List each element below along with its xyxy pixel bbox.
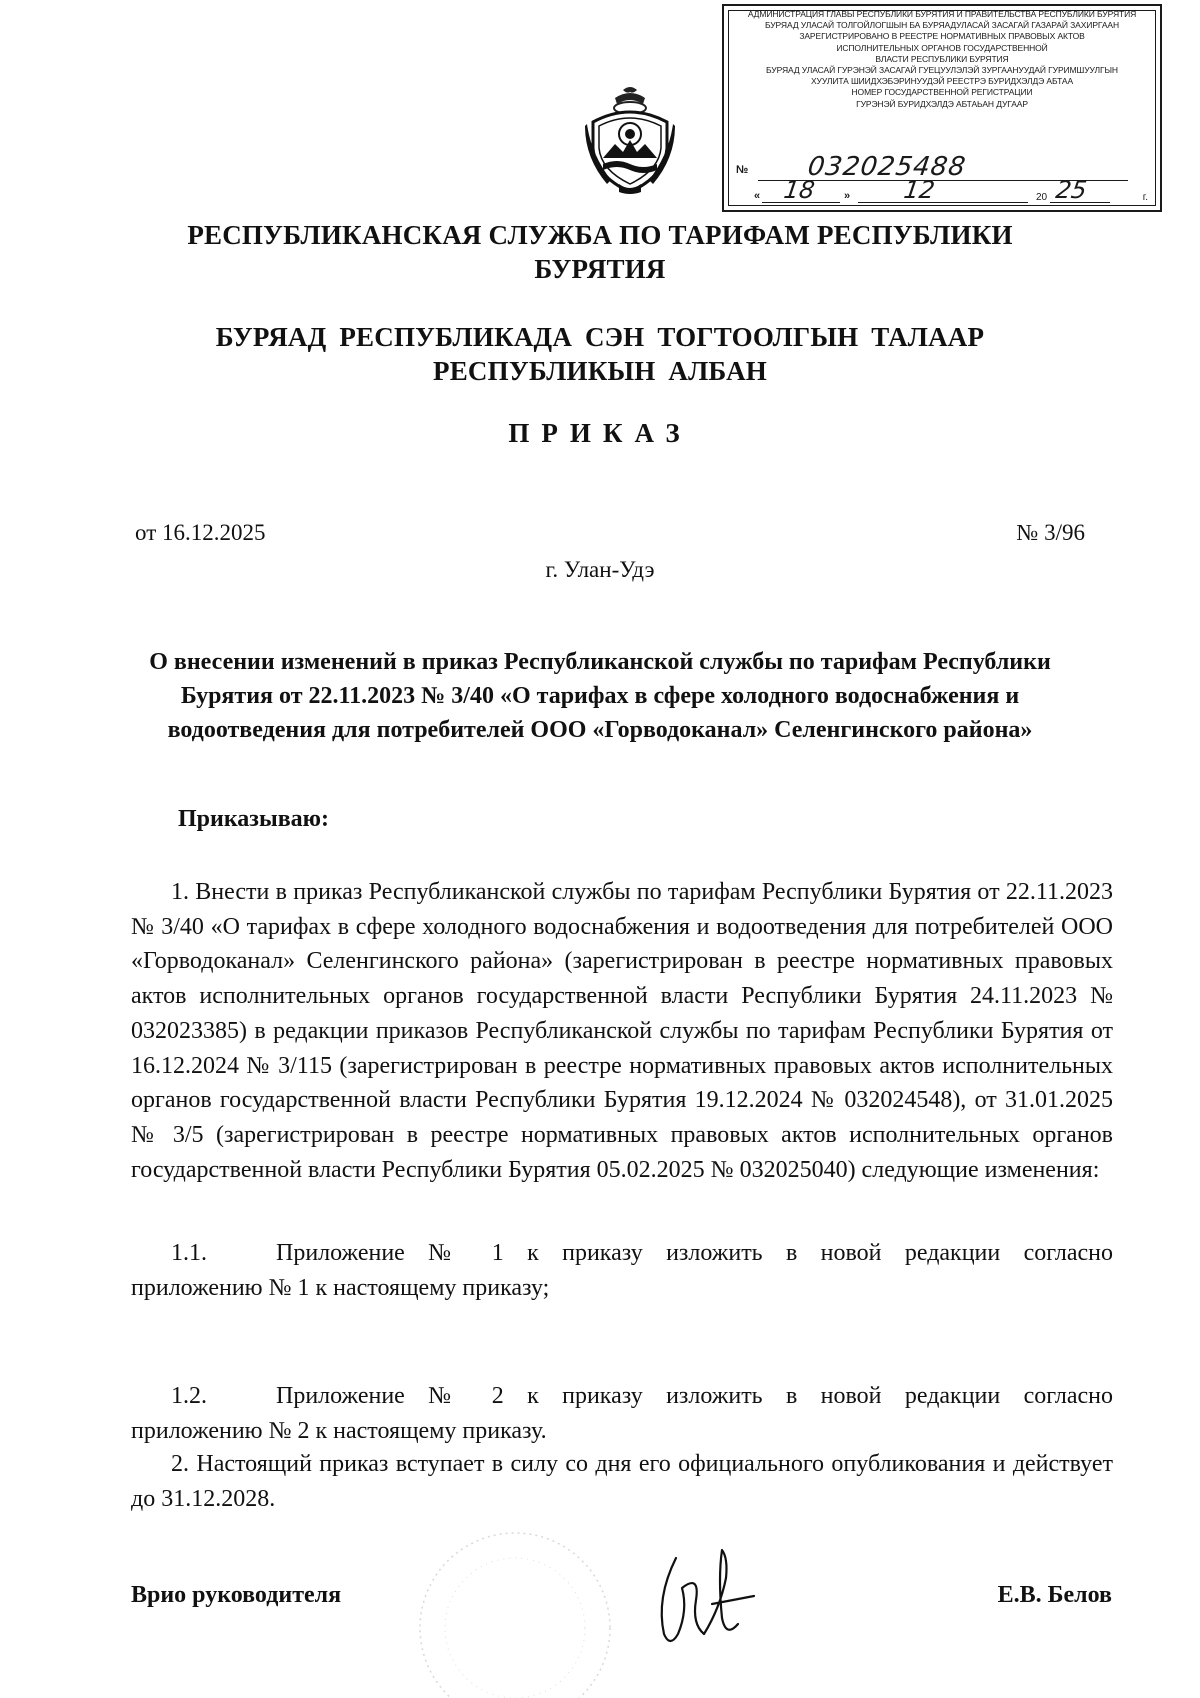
handwritten-signature: [642, 1538, 772, 1658]
faint-seal-impression: [385, 1518, 645, 1698]
paragraph-1-2: [131, 1379, 1113, 1448]
paragraph-1-2-first-text: Приложение № 2 к приказу изложить в новой редакции согласно: [276, 1383, 1113, 1410]
stamp-number-label: №: [736, 164, 749, 176]
stamp-line: ХУУЛИТА ШИИДХЭБЭРИНУУДЭЙ РЕЕСТРЭ БУРИДХЭЛДЭ АБТАА: [810, 76, 1074, 87]
paragraph-1-1: [131, 1236, 1113, 1305]
signatory-name: Е.В. Белов: [997, 1582, 1112, 1608]
stamp-registration-number: 032025488: [805, 152, 968, 182]
stamp-quote-open: «: [754, 190, 761, 202]
paragraph-1-1-first-line: [131, 1236, 1113, 1271]
stamp-year-prefix: 20: [1036, 192, 1048, 203]
stamp-year: 25: [1054, 176, 1089, 204]
signatory-position: Врио руководителя: [131, 1582, 342, 1608]
organization-name-buryat: БУРЯАД РЕСПУБЛИКАДА СЭН ТОГТООЛГЫН ТАЛААР РЕСПУБЛИКЫН АЛБАН: [215, 322, 985, 386]
stamp-day: 18: [782, 176, 817, 204]
paragraph-2-text: 2. Настоящий приказ вступает в силу со дня его официального опубликования и действует до 31.12.2028.: [131, 1451, 1113, 1512]
stamp-line: АДМИНИСТРАЦИЯ ГЛАВЫ РЕСПУБЛИКИ БУРЯТИЯ И ПРАВИТЕЛЬСТВА РЕСПУБЛИКИ БУРЯТИЯ: [747, 9, 1137, 19]
stamp-date-row: [754, 176, 1148, 206]
stamp-year-suffix: г.: [1142, 192, 1148, 203]
paragraph-1: [131, 875, 1113, 1187]
paragraph-1-2-rest: приложению № 2 к настоящему приказу.: [131, 1418, 547, 1445]
stamp-quote-close: »: [844, 190, 851, 202]
stamp-line: ЗАРЕГИСТРИРОВАНО В РЕЕСТРЕ НОРМАТИВНЫХ ПРАВОВЫХ АКТОВ: [799, 31, 1085, 42]
order-word: Приказываю:: [178, 806, 329, 832]
document-date: от 16.12.2025: [135, 520, 266, 545]
document-title: О внесении изменений в приказ Республиканской службы по тарифам Республики Бурятия от 22.11.2023 № 3/40 «О тарифах в сфере холодного водоснабжения и водоотведения для потребителей ООО «Горводоканал» Селенгинского района»: [149, 649, 1051, 743]
stamp-month: 12: [902, 176, 937, 204]
stamp-line: БУРЯАД УЛАСАЙ ГУРЭНЭЙ ЗАСАГАЙ ГУЕЦУУЛЭЛЭЙ ЗУРГААНУУДАЙ ГУРИМШУУЛГЫН: [766, 65, 1118, 76]
registration-stamp: [722, 4, 1162, 212]
paragraph-2: [131, 1447, 1113, 1516]
registration-stamp-text: [724, 9, 1160, 110]
document-type-heading: ПРИКАЗ: [508, 418, 692, 448]
document-number: № 3/96: [1016, 520, 1085, 545]
stamp-line: НОМЕР ГОСУДАРСТВЕННОЙ РЕГИСТРАЦИИ: [851, 87, 1033, 98]
organization-name-russian: РЕСПУБЛИКАНСКАЯ СЛУЖБА ПО ТАРИФАМ РЕСПУБЛИКИ БУРЯТИЯ: [187, 220, 1013, 284]
paragraph-1-2-number: 1.2.: [171, 1383, 207, 1410]
stamp-line: ИСПОЛНИТЕЛЬНЫХ ОРГАНОВ ГОСУДАРСТВЕННОЙ: [836, 42, 1048, 53]
paragraph-1-1-number: 1.1.: [171, 1240, 207, 1266]
coat-of-arms-emblem: [585, 84, 675, 196]
paragraph-1-1-first-text: Приложение № 1 к приказу изложить в новой редакции согласно: [276, 1240, 1113, 1266]
stamp-line: ВЛАСТИ РЕСПУБЛИКИ БУРЯТИЯ: [875, 53, 1009, 64]
paragraph-1-1-rest: приложению № 1 к настоящему приказу;: [131, 1274, 550, 1301]
stamp-line: ГУРЭНЭЙ БУРИДХЭЛДЭ АБТАЬАН ДУГААР: [856, 98, 1028, 109]
paragraph-1-text: 1. Внести в приказ Республиканской службы по тарифам Республики Бурятия от 22.11.2023 № 3/40 «О тарифах в сфере холодного водоснабжения и водоотведения для потребителей ООО «Горводоканал» Селенгинского района» (зарегистрирован в реестре нормативных правовых актов исполнительных органов государственной власти Республики Бурятия 24.11.2023 № 032023385) в редакции приказов Республиканской службы по тарифам Республики Бурятия от 16.12.2024 № 3/115 (зарегистрирован в реестре нормативных правовых актов исполнительных органов государственной власти Республики Бурятия 19.12.2024 № 032024548), от 31.01.2025 № 3/5 (зарегистрирован в реестре нормативных правовых актов исполнительных органов государственной власти Республики Бурятия 05.02.2025 № 032025040) следующие изменения:: [131, 879, 1113, 1183]
stamp-month-line: [858, 202, 1028, 203]
stamp-line: БУРЯАД УЛАСАЙ ТОЛГОЙЛОГШЫН БА БУРЯАДУЛАСАЙ ЗАСАГАЙ ГАЗАРАЙ ЗАХИРГААН: [764, 20, 1120, 31]
document-city: г. Улан-Удэ: [545, 557, 655, 582]
paragraph-1-2-first-line: [131, 1379, 1113, 1414]
